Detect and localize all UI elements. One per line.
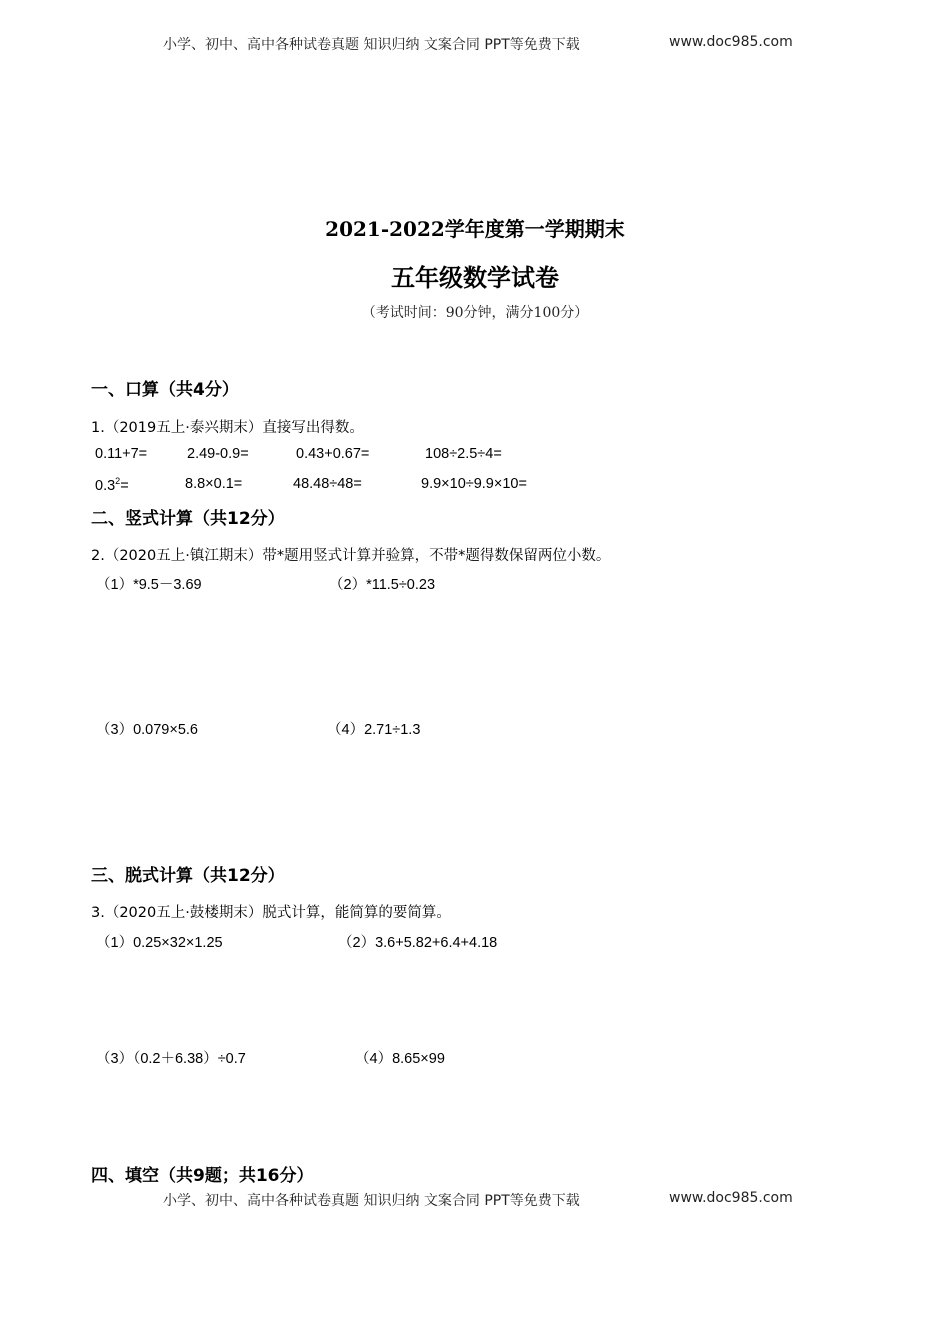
exam-subject-title: 五年级数学试卷 — [391, 264, 559, 292]
mental-item: 2.49-0.9= — [187, 446, 249, 462]
header-url[interactable]: www.doc985.com — [669, 34, 793, 50]
section-heading-mental-math: 一、口算（共4分） — [91, 380, 239, 400]
footer-text: 小学、初中、高中各种试卷真题 知识归纳 文案合同 PPT等免费下载 — [163, 1193, 580, 1209]
vertical-calc-item: （2）*11.5÷0.23 — [329, 577, 436, 593]
exam-term-title: 2021-2022学年度第一学期期末 — [325, 217, 625, 241]
square-exponent: 2 — [115, 476, 121, 486]
mental-item: 0.43+0.67= — [296, 446, 370, 462]
exam-time-note: （考试时间：90分钟，满分100分） — [361, 305, 589, 321]
mental-item: 0.11+7= — [95, 446, 148, 462]
page-header — [163, 34, 580, 54]
section-heading-vertical-calc: 二、竖式计算（共12分） — [91, 509, 285, 529]
question-1-prompt: 1.（2019五上·泰兴期末）直接写出得数。 — [91, 420, 364, 436]
stepwise-calc-item: （3）（0.2＋6.38）÷0.7 — [96, 1051, 246, 1067]
square-base: 0.3 — [95, 477, 116, 494]
header-text: 小学、初中、高中各种试卷真题 知识归纳 文案合同 PPT等免费下载 — [163, 37, 580, 53]
stepwise-calc-item: （1）0.25×32×1.25 — [96, 935, 223, 951]
stepwise-calc-item: （4）8.65×99 — [355, 1051, 445, 1067]
equals-sign: = — [120, 477, 129, 494]
mental-item-squared — [95, 476, 129, 494]
mental-item: 9.9×10÷9.9×10= — [421, 476, 527, 492]
vertical-calc-item: （1）*9.5－3.69 — [96, 577, 202, 593]
page-footer — [163, 1190, 580, 1210]
stepwise-calc-item: （2）3.6+5.82+6.4+4.18 — [338, 935, 498, 951]
vertical-calc-item: （3）0.079×5.6 — [96, 722, 198, 738]
section-heading-stepwise-calc: 三、脱式计算（共12分） — [91, 866, 285, 886]
question-3-prompt: 3.（2020五上·鼓楼期末）脱式计算，能简算的要简算。 — [91, 905, 451, 921]
question-2-prompt: 2.（2020五上·镇江期末）带*题用竖式计算并验算，不带*题得数保留两位小数。 — [91, 548, 611, 564]
section-heading-fill-in: 四、填空（共9题；共16分） — [91, 1166, 314, 1186]
mental-item: 8.8×0.1= — [185, 476, 243, 492]
mental-item: 48.48÷48= — [293, 476, 362, 492]
vertical-calc-item: （4）2.71÷1.3 — [327, 722, 421, 738]
footer-url[interactable]: www.doc985.com — [669, 1190, 793, 1206]
mental-item: 108÷2.5÷4= — [425, 446, 502, 462]
